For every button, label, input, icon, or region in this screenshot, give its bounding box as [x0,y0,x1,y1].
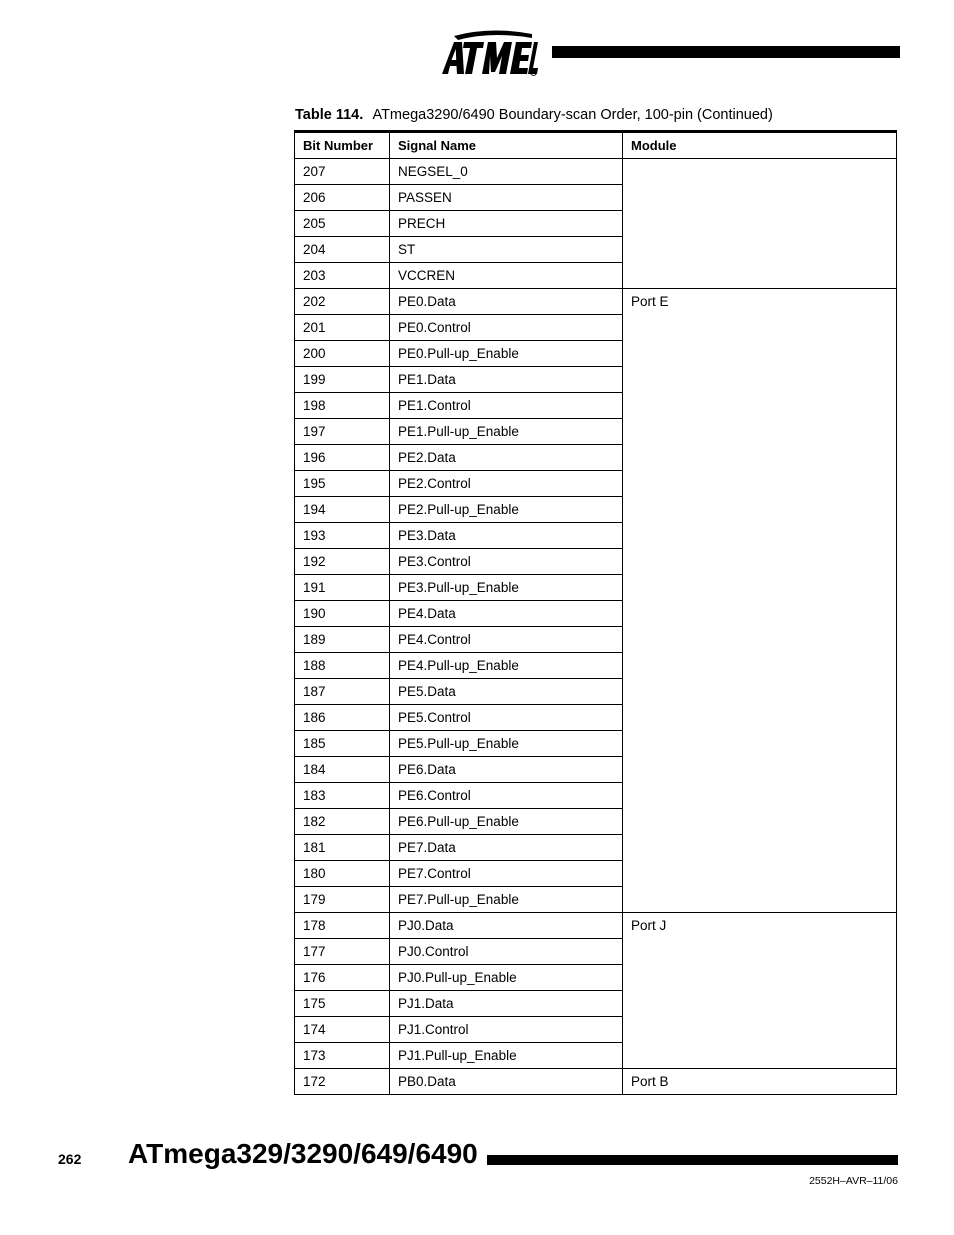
bit-number-cell: 189 [295,627,390,653]
signal-name-cell: PE3.Data [390,523,623,549]
signal-name-cell: PE1.Data [390,367,623,393]
bit-number-cell: 200 [295,341,390,367]
header-rule [552,46,900,58]
bit-number-cell: 175 [295,991,390,1017]
bit-number-cell: 183 [295,783,390,809]
bit-number-cell: 186 [295,705,390,731]
module-cell: Port B [623,1069,897,1095]
bit-number-cell: 192 [295,549,390,575]
signal-name-cell: PE7.Pull-up_Enable [390,887,623,913]
module-cell [623,159,897,289]
signal-name-cell: PE4.Data [390,601,623,627]
signal-name-cell: PE4.Pull-up_Enable [390,653,623,679]
page-number: 262 [58,1151,82,1167]
bit-number-cell: 182 [295,809,390,835]
signal-name-cell: PE6.Control [390,783,623,809]
bit-number-cell: 172 [295,1069,390,1095]
bit-number-cell: 173 [295,1043,390,1069]
column-header-module: Module [623,132,897,159]
bit-number-cell: 179 [295,887,390,913]
footer-rule [487,1155,898,1165]
bit-number-cell: 190 [295,601,390,627]
signal-name-cell: PJ0.Pull-up_Enable [390,965,623,991]
signal-name-cell: PJ1.Pull-up_Enable [390,1043,623,1069]
bit-number-cell: 199 [295,367,390,393]
signal-name-cell: PE2.Data [390,445,623,471]
bit-number-cell: 198 [295,393,390,419]
signal-name-cell: PJ0.Data [390,913,623,939]
table-row [295,159,897,185]
bit-number-cell: 207 [295,159,390,185]
table-caption [295,107,773,123]
table-row [295,913,897,939]
atmel-logo-icon [440,28,538,78]
signal-name-cell: PE3.Pull-up_Enable [390,575,623,601]
bit-number-cell: 197 [295,419,390,445]
signal-name-cell: NEGSEL_0 [390,159,623,185]
bit-number-cell: 194 [295,497,390,523]
bit-number-cell: 177 [295,939,390,965]
signal-name-cell: PJ1.Data [390,991,623,1017]
bit-number-cell: 193 [295,523,390,549]
document-code: 2552H–AVR–11/06 [809,1175,898,1187]
signal-name-cell: PE1.Pull-up_Enable [390,419,623,445]
signal-name-cell: PE0.Data [390,289,623,315]
signal-name-cell: PASSEN [390,185,623,211]
signal-name-cell: PE5.Pull-up_Enable [390,731,623,757]
svg-text:R: R [532,70,536,76]
module-cell: Port J [623,913,897,1069]
signal-name-cell: PE3.Control [390,549,623,575]
module-cell: Port E [623,289,897,913]
table-body [295,159,897,1095]
boundary-scan-table [294,130,897,1095]
signal-name-cell: PJ1.Control [390,1017,623,1043]
bit-number-cell: 195 [295,471,390,497]
signal-name-cell: PE2.Pull-up_Enable [390,497,623,523]
signal-name-cell: PE5.Control [390,705,623,731]
bit-number-cell: 188 [295,653,390,679]
table-row [295,289,897,315]
signal-name-cell: PE0.Pull-up_Enable [390,341,623,367]
bit-number-cell: 203 [295,263,390,289]
column-header-bit-number: Bit Number [295,132,390,159]
table-number: Table 114. [295,107,364,123]
bit-number-cell: 181 [295,835,390,861]
bit-number-cell: 185 [295,731,390,757]
signal-name-cell: PE5.Data [390,679,623,705]
bit-number-cell: 206 [295,185,390,211]
bit-number-cell: 196 [295,445,390,471]
atmel-logo [440,28,538,78]
document-title: ATmega329/3290/649/6490 [128,1138,478,1169]
bit-number-cell: 176 [295,965,390,991]
signal-name-cell: ST [390,237,623,263]
bit-number-cell: 205 [295,211,390,237]
signal-name-cell: PE6.Data [390,757,623,783]
signal-name-cell: PJ0.Control [390,939,623,965]
signal-name-cell: PE6.Pull-up_Enable [390,809,623,835]
signal-name-cell: PE4.Control [390,627,623,653]
signal-name-cell: VCCREN [390,263,623,289]
table-header-row [295,132,897,159]
bit-number-cell: 184 [295,757,390,783]
bit-number-cell: 174 [295,1017,390,1043]
bit-number-cell: 187 [295,679,390,705]
bit-number-cell: 204 [295,237,390,263]
signal-name-cell: PE2.Control [390,471,623,497]
signal-name-cell: PE7.Control [390,861,623,887]
bit-number-cell: 178 [295,913,390,939]
bit-number-cell: 202 [295,289,390,315]
signal-name-cell: PRECH [390,211,623,237]
bit-number-cell: 201 [295,315,390,341]
signal-name-cell: PB0.Data [390,1069,623,1095]
bit-number-cell: 180 [295,861,390,887]
table-row [295,1069,897,1095]
signal-name-cell: PE1.Control [390,393,623,419]
column-header-signal-name: Signal Name [390,132,623,159]
signal-name-cell: PE7.Data [390,835,623,861]
signal-name-cell: PE0.Control [390,315,623,341]
table-title: ATmega3290/6490 Boundary-scan Order, 100-pin (Continued) [372,107,773,123]
bit-number-cell: 191 [295,575,390,601]
